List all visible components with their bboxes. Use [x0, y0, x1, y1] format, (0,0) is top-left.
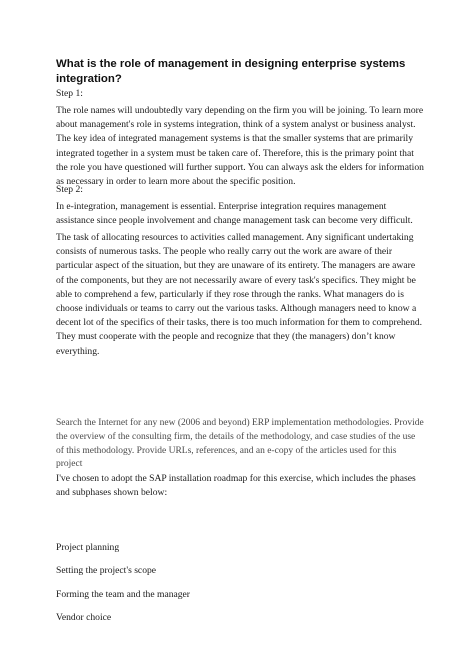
step2-paragraph-2: The task of allocating resources to activities called management. Any significant undertaking consists of numerous tasks. The people who really carry out the work are aware of their particular aspect of the situation, but they are unaware of its entirety. The managers are aware of the components, but they are not necessarily aware of every task's specifics. They might be able to comprehend a few, particularly if they rose through the ranks. What managers do is choose individuals or teams to carry out the various tasks. Although managers need to know a decent lot of the specifics of their tasks, there is too much information for them to comprehend. They must cooperate with the people and recognize that they (the managers) don’t know everything. — [56, 232, 423, 357]
roadmap-intro-paragraph: I've chosen to adopt the SAP installation roadmap for this exercise, which includes the phases and subphases shown below: — [56, 473, 416, 499]
list-item: Forming the team and the manager — [56, 589, 191, 600]
document-title: What is the role of management in designing enterprise systems integration? — [56, 58, 406, 85]
step2-paragraph: In e-integration, management is essential. Enterprise integration requires management assistance since people involvement and change management task can become very difficult. — [56, 201, 413, 227]
list-item: Project planning — [56, 542, 120, 553]
list-item: Vendor choice — [56, 612, 112, 623]
list-item: Setting the project's scope — [56, 565, 157, 576]
assignment-paragraph: Search the Internet for any new (2006 and beyond) ERP implementation methodologies. Provide the overview of the consulting firm, the details of the methodology, and case studies of the use of this methodology. Provide URLs, references, and an e-copy of the articles used for this project — [56, 418, 424, 470]
step2-label: Step 2: — [56, 184, 83, 195]
step1-paragraph: The role names will undoubtedly vary depending on the firm you will be joining. To learn more about management's role in systems integration, think of a system analyst or business analyst. The key idea of integrated management systems is that the smaller systems that are primarily integrated together in a system must be taken care of. Therefore, this is the primary point that the role you have questioned will further support. You can always ask the elders for information as necessary in order to learn more about the specific position. — [56, 105, 424, 188]
step1-label: Step 1: — [56, 88, 83, 99]
